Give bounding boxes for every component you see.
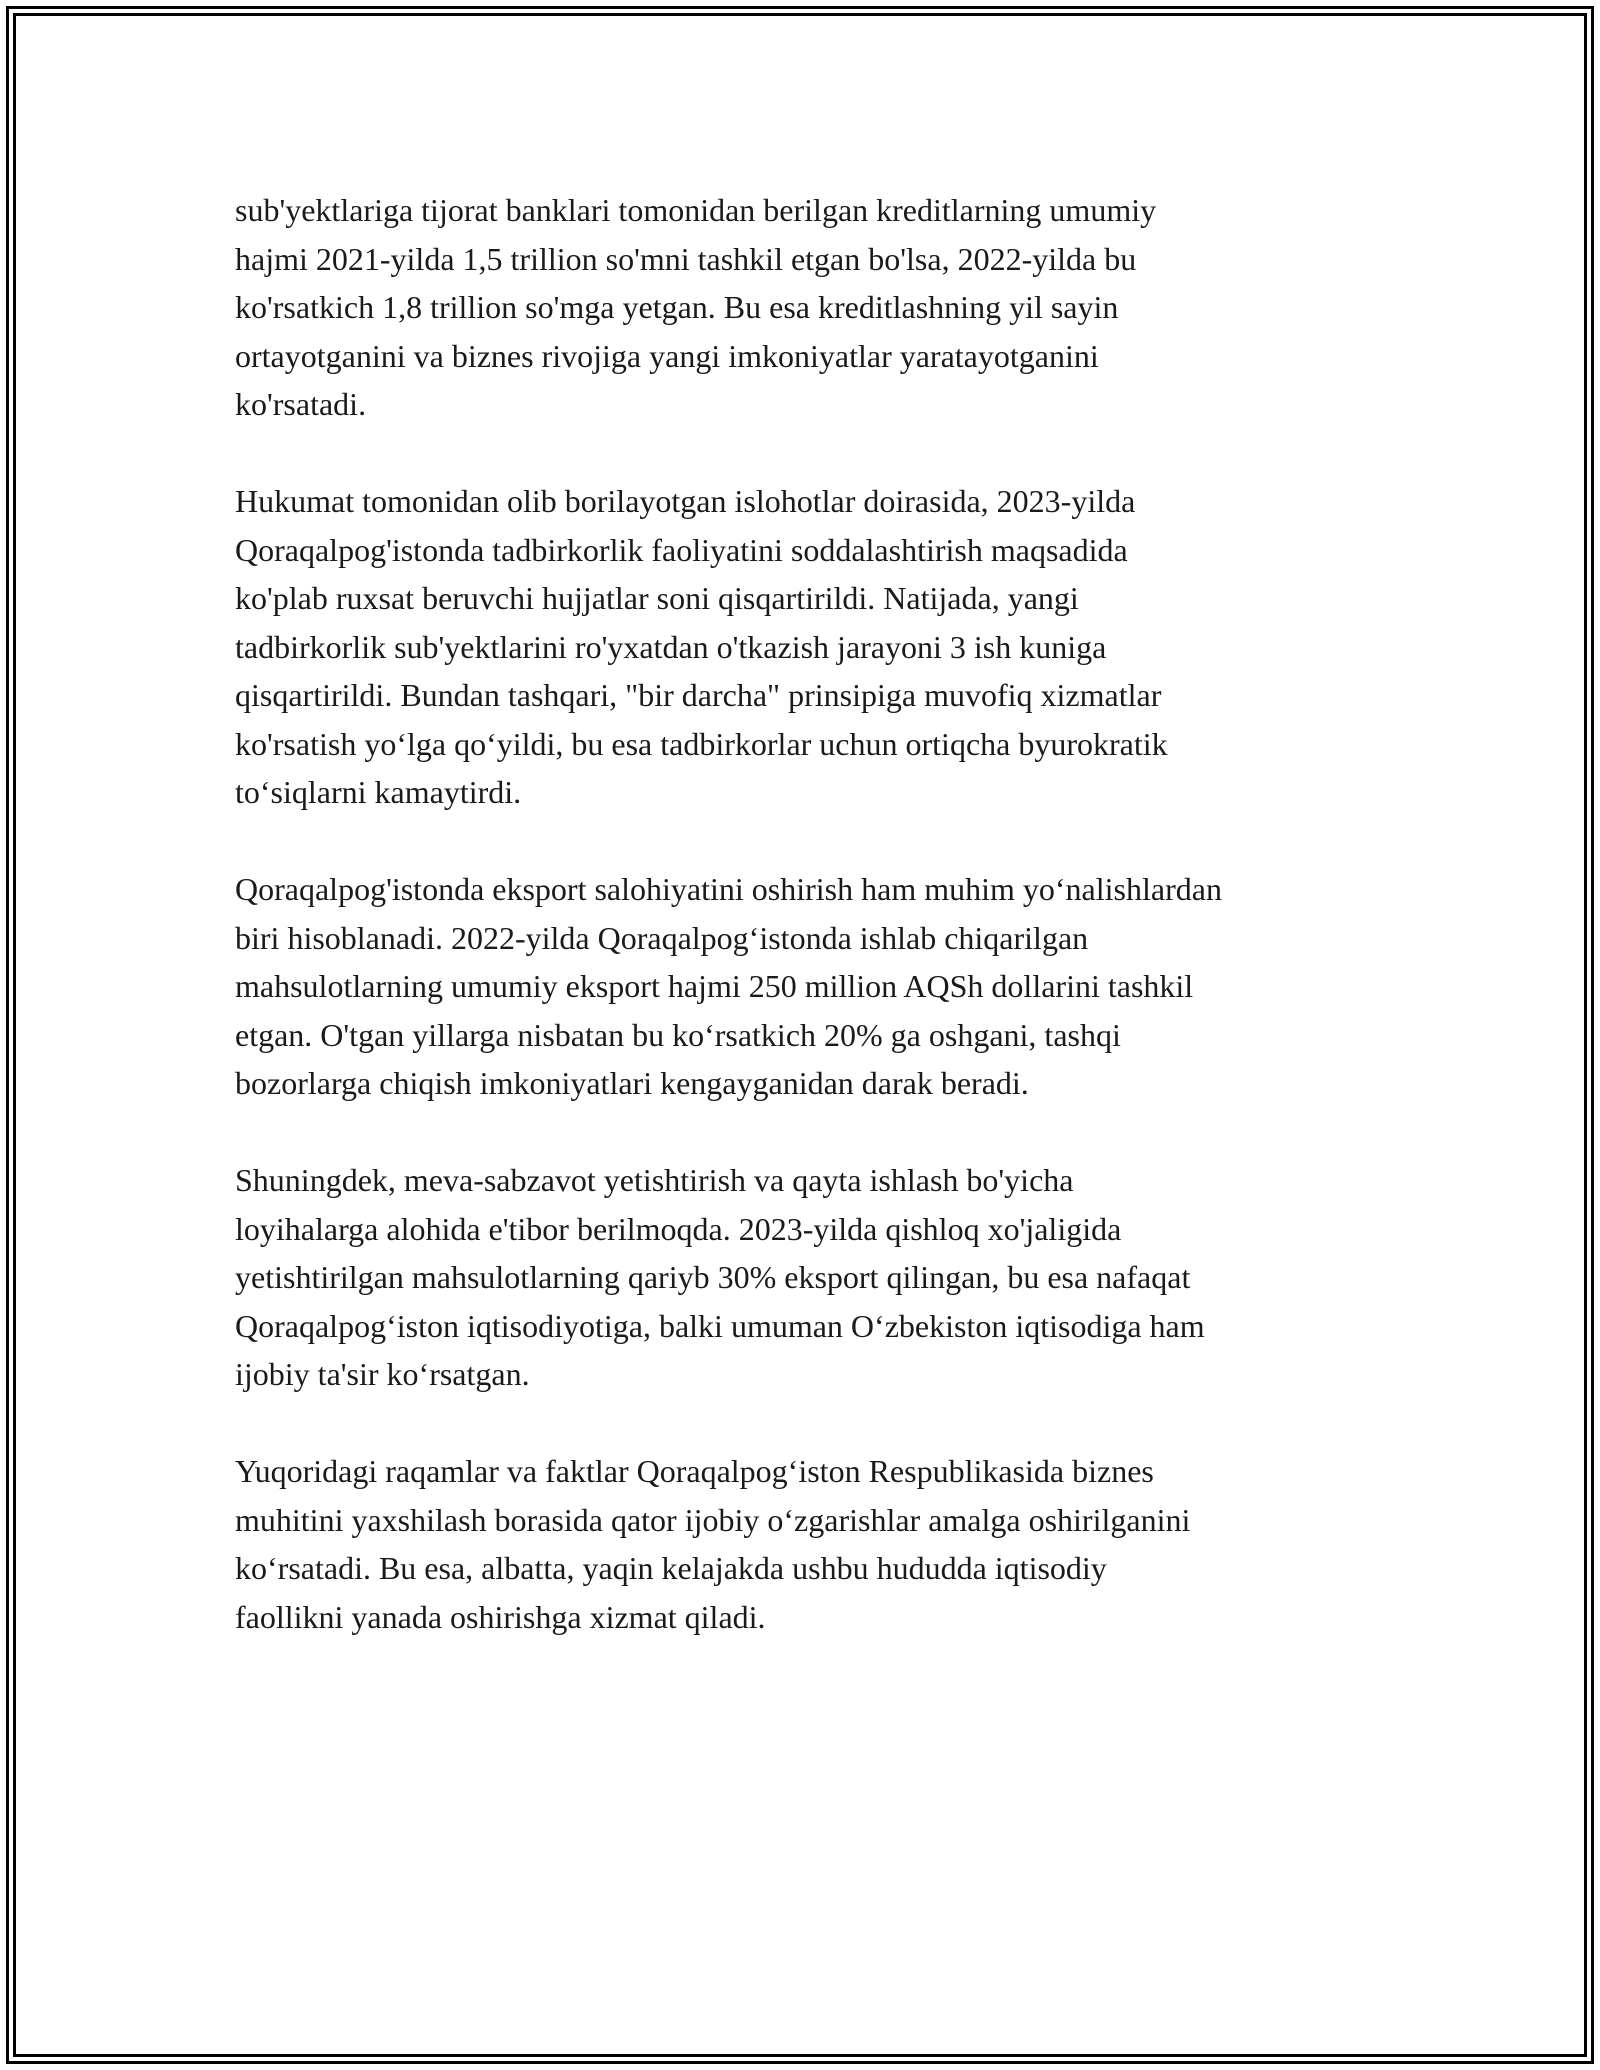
paragraph-export: Qoraqalpog'istonda eksport salohiyatini oshirish ham muhim yo‘nalishlardan biri hisoblanadi. 2022-yilda Qoraqalpog‘istonda ishlab chiqarilgan mahsulotlarning umumiy eksport hajmi 250 million AQSh dollarini tashkil etgan. O'tgan yillarga nisbatan bu ko‘rsatkich 20% ga oshgani, tashqi bozorlarga chiqish imkoniyatlari kengayganidan darak beradi. bbox=[235, 871, 1222, 1101]
paragraph-agriculture: Shuningdek, meva-sabzavot yetishtirish va qayta ishlash bo'yicha loyihalarga alohida e'tibor berilmoqda. 2023-yilda qishloq xo'jaligida yetishtirilgan mahsulotlarning qariyb 30% eksport qilingan, bu esa nafaqat Qoraqalpog‘iston iqtisodiyotiga, balki umuman O‘zbekiston iqtisodiga ham ijobiy ta'sir ko‘rsatgan. bbox=[235, 1162, 1205, 1392]
paragraph-credit-volume: sub'yektlariga tijorat banklari tomonidan berilgan kreditlarning umumiy hajmi 2021-yilda 1,5 trillion so'mni tashkil etgan bo'lsa, 2022-yilda bu ko'rsatkich 1,8 trillion so'mga yetgan. Bu esa kreditlashning yil sayin ortayotganini va biznes rivojiga yangi imkoniyatlar yaratayotganini ko'rsatadi. bbox=[235, 192, 1157, 422]
paragraph-reforms: Hukumat tomonidan olib borilayotgan islohotlar doirasida, 2023-yilda Qoraqalpog'istonda tadbirkorlik faoliyatini soddalashtirish maqsadida ko'plab ruxsat beruvchi hujjatlar soni qisqartirildi. Natijada, yangi tadbirkorlik sub'yektlarini ro'yxatdan o'tkazish jarayoni 3 ish kuniga qisqartirildi. Bundan tashqari, "bir darcha" prinsipiga muvofiq xizmatlar ko'rsatish yo‘lga qo‘yildi, bu esa tadbirkorlar uchun ortiqcha byurokratik to‘siqlarni kamaytirdi. bbox=[235, 483, 1168, 810]
paragraph-conclusion: Yuqoridagi raqamlar va faktlar Qoraqalpog‘iston Respublikasida biznes muhitini yaxshilash borasida qator ijobiy o‘zgarishlar amalga oshirilganini ko‘rsatadi. Bu esa, albatta, yaqin kelajakda ushbu hududda iqtisodiy faollikni yanada oshirishga xizmat qiladi. bbox=[235, 1453, 1191, 1635]
document-body bbox=[235, 186, 1395, 1690]
